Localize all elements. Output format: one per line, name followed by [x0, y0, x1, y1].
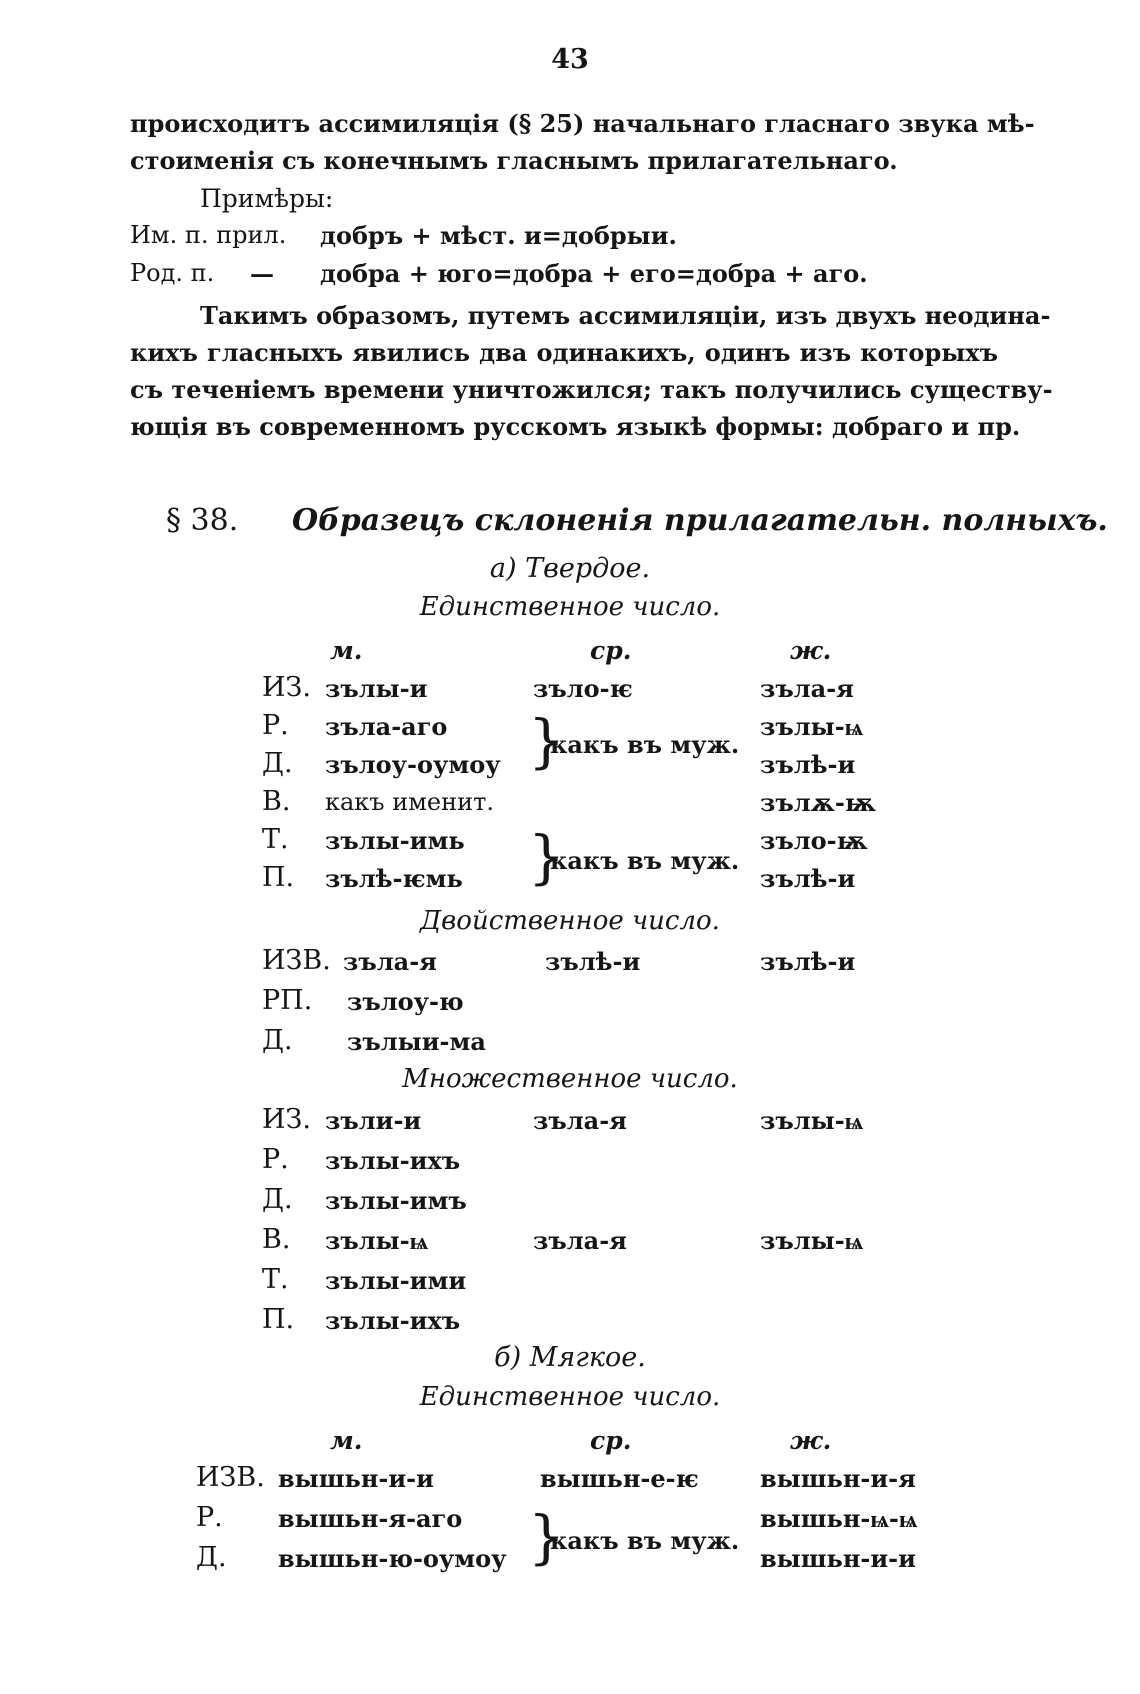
brace-text: какъ въ муж. — [550, 846, 740, 875]
form-feminine: вышьн-ѩ-ѩ — [760, 1504, 918, 1533]
page-number: 43 — [551, 44, 589, 75]
gender-masculine: м. — [330, 1426, 363, 1455]
case-label: Д. — [196, 1542, 227, 1573]
form-feminine: зълѫ-ѭ — [760, 788, 876, 817]
plural-title: Множественное число. — [402, 1064, 738, 1094]
form-feminine: зълы-ѩ — [760, 712, 864, 741]
gender-neuter: ср. — [590, 1426, 632, 1455]
case-label: Д. — [262, 1184, 293, 1215]
case-label: ИЗ. — [262, 1104, 311, 1135]
form-masculine: зъла-я — [343, 947, 437, 976]
example-rod-text: добра + юго=добра + его=добра + аго. — [320, 259, 868, 288]
brace: } — [528, 823, 565, 891]
form-masculine: зълыи-ма — [347, 1027, 486, 1056]
case-label: ИЗВ. — [262, 945, 331, 976]
gender-feminine: ж. — [790, 1426, 832, 1455]
form-masculine: зълѣ-ѥмь — [325, 864, 463, 893]
hard-singular-title: Единственное число. — [419, 592, 721, 622]
form-masculine: вышьн-ю-оумоу — [278, 1544, 507, 1573]
case-label: ИЗ. — [262, 672, 311, 703]
case-label: В. — [262, 786, 291, 817]
form-masculine: зълоу-ю — [347, 987, 464, 1016]
case-label: Р. — [196, 1502, 223, 1533]
hard-heading: а) Твердое. — [489, 553, 651, 584]
brace-text: какъ въ муж. — [550, 1526, 740, 1555]
case-label: П. — [262, 1304, 295, 1335]
case-label: В. — [262, 1224, 291, 1255]
form-feminine: зълѣ-и — [760, 750, 856, 779]
form-feminine: зълѣ-и — [760, 947, 856, 976]
case-label: РП. — [262, 985, 313, 1016]
form-feminine: зълы-ѩ — [760, 1226, 864, 1255]
soft-singular-title: Единственное число. — [419, 1382, 721, 1412]
case-label: Т. — [262, 1264, 289, 1295]
form-feminine: зъла-я — [760, 674, 854, 703]
form-masculine: зълы-ихъ — [325, 1306, 461, 1335]
brace-text: какъ въ муж. — [550, 730, 740, 759]
section-title: Образецъ склоненія прилагательн. полныхъ. — [292, 503, 1108, 538]
form-masculine: зълы-ихъ — [325, 1146, 461, 1175]
form-neuter: зъла-я — [533, 1226, 627, 1255]
form-neuter: зъло-ѥ — [533, 674, 633, 703]
form-masculine: зълоу-оумоу — [325, 750, 501, 779]
form-neuter: вышьн-е-ѥ — [540, 1464, 699, 1493]
paragraph-line: кихъ гласныхъ явились два одинакихъ, одинъ изъ которыхъ — [130, 338, 998, 367]
form-masculine: вышьн-я-аго — [278, 1504, 463, 1533]
form-masculine: зълы-и — [325, 674, 428, 703]
case-label: П. — [262, 862, 295, 893]
form-feminine: вышьн-и-и — [760, 1544, 916, 1573]
case-label: ИЗВ. — [196, 1462, 265, 1493]
example-rod-dash: — — [250, 259, 274, 288]
paragraph-line: происходитъ ассимиляція (§ 25) начальнаго гласнаго звука мѣ- — [130, 109, 1035, 138]
form-masculine: зълы-имь — [325, 826, 465, 855]
example-im-text: добръ + мѣст. и=добрыи. — [320, 221, 677, 250]
form-masculine: зълы-ѩ — [325, 1226, 429, 1255]
case-label: Д. — [262, 1025, 293, 1056]
examples-label: Примѣры: — [200, 184, 334, 213]
form-masculine: какъ именит. — [325, 788, 494, 816]
gender-feminine: ж. — [790, 636, 832, 665]
gender-neuter: ср. — [590, 636, 632, 665]
form-feminine: зълы-ѩ — [760, 1106, 864, 1135]
dual-title: Двойственное число. — [420, 906, 720, 936]
paragraph-line: съ теченіемъ времени уничтожился; такъ получились существу- — [130, 375, 1053, 404]
case-label: Р. — [262, 710, 289, 741]
section-number: § 38. — [166, 503, 239, 538]
paragraph-line: стоименія съ конечнымъ гласнымъ прилагательнагo. — [130, 146, 898, 175]
form-neuter: зълѣ-и — [545, 947, 641, 976]
form-neuter: зъла-я — [533, 1106, 627, 1135]
gender-masculine: м. — [330, 636, 363, 665]
brace: } — [528, 1503, 565, 1571]
example-rod-label: Род. п. — [130, 259, 215, 287]
case-label: Т. — [262, 824, 289, 855]
form-feminine: зълѣ-и — [760, 864, 856, 893]
form-masculine: зълы-ими — [325, 1266, 467, 1295]
form-masculine: зълы-имъ — [325, 1186, 467, 1215]
form-masculine: зъла-аго — [325, 712, 448, 741]
brace: } — [528, 707, 565, 775]
paragraph-line: ющія въ современномъ русскомъ языкѣ формы: добраго и пр. — [130, 412, 1021, 441]
case-label: Р. — [262, 1144, 289, 1175]
example-im-label: Им. п. прил. — [130, 221, 287, 249]
soft-heading: б) Мягкое. — [494, 1342, 646, 1373]
form-masculine: вышьн-и-и — [278, 1464, 434, 1493]
form-masculine: зъли-и — [325, 1106, 422, 1135]
paragraph-line: Такимъ образомъ, путемъ ассимиляціи, изъ двухъ неодина- — [200, 301, 1051, 330]
form-feminine: зъло-ѭ — [760, 826, 868, 855]
case-label: Д. — [262, 748, 293, 779]
form-feminine: вышьн-и-я — [760, 1464, 916, 1493]
